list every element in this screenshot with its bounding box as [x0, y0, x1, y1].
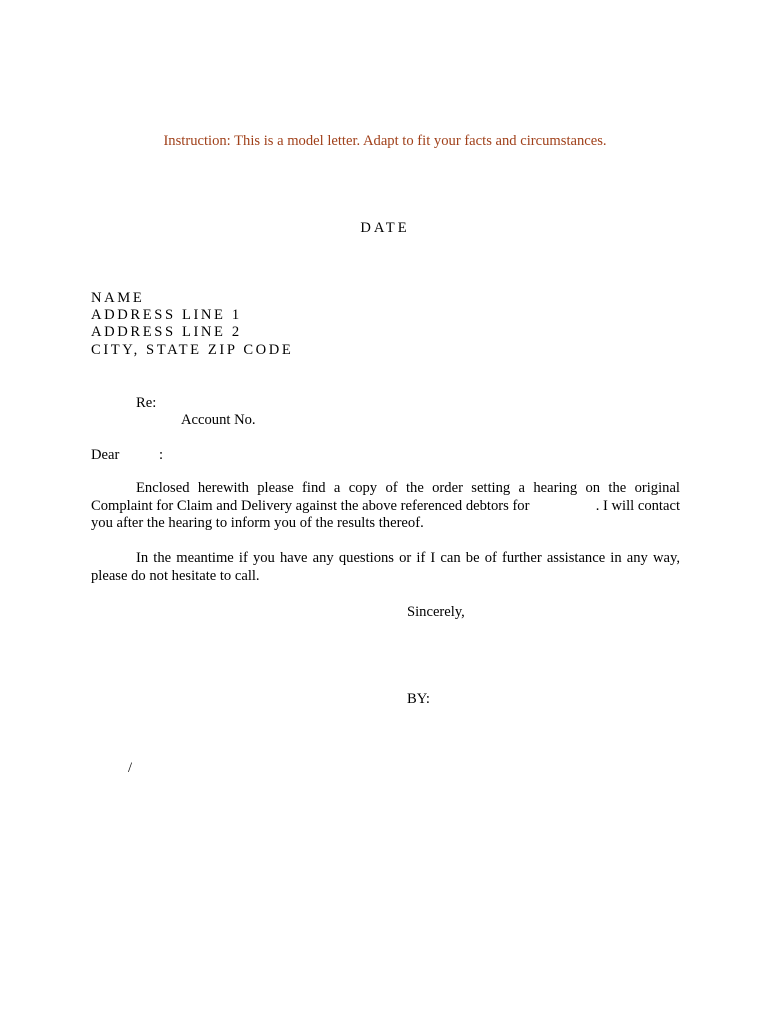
- recipient-city-state-zip: CITY, STATE ZIP CODE: [91, 342, 294, 358]
- initials-separator: /: [128, 760, 133, 776]
- body-paragraph-1: [91, 480, 680, 533]
- letter-date: DATE: [360, 220, 410, 236]
- closing-sincerely: Sincerely,: [407, 604, 465, 620]
- re-label: Re:: [136, 395, 157, 411]
- body-paragraph-2: [91, 550, 680, 585]
- recipient-address-line-2: ADDRESS LINE 2: [91, 324, 242, 340]
- paragraph-2-line-2: please do not hesitate to call.: [91, 567, 260, 584]
- salutation-suffix: :: [159, 447, 164, 463]
- paragraph-1-line-1: Enclosed herewith please find a copy of the order setting a hearing on the original: [136, 480, 680, 496]
- paragraph-1-line-3: you after the hearing to inform you of the results thereof.: [91, 515, 424, 532]
- recipient-name: NAME: [91, 290, 145, 306]
- instruction-note: Instruction: This is a model letter. Adapt to fit your facts and circumstances.: [163, 133, 607, 149]
- account-number-label: Account No.: [181, 412, 256, 428]
- paragraph-1-line-2: [91, 498, 680, 516]
- paragraph-2-line-1: In the meantime if you have any questions or if I can be of further assistance in any way,: [136, 550, 680, 566]
- paragraph-1-line-2-start: Complaint for Claim and Delivery against the above referenced debtors for: [91, 497, 530, 514]
- signature-by-label: BY:: [407, 691, 430, 707]
- salutation-prefix: Dear: [91, 447, 120, 463]
- paragraph-1-line-2-end: . I will contact: [595, 497, 680, 514]
- recipient-address-line-1: ADDRESS LINE 1: [91, 307, 242, 323]
